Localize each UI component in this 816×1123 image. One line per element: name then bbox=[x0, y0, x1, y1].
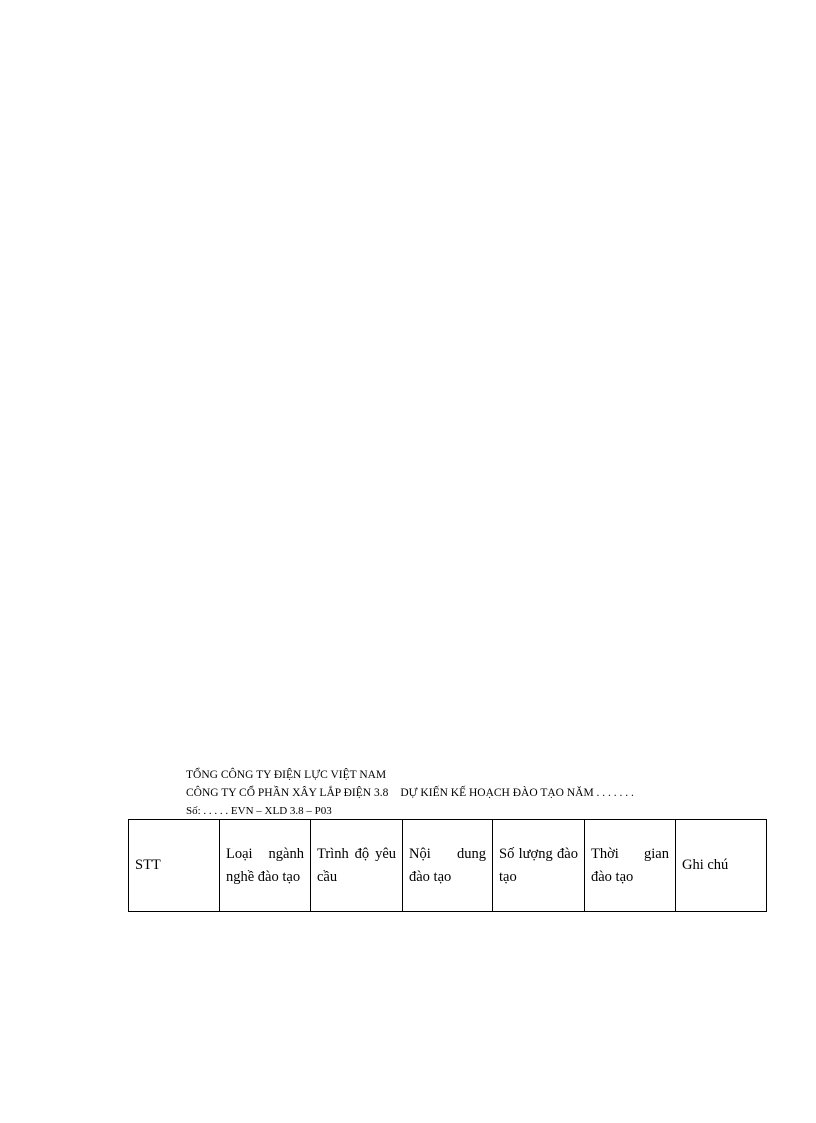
org-name: TỔNG CÔNG TY ĐIỆN LỰC VIỆT NAM bbox=[186, 769, 387, 781]
col-header-quantity: Số lượng đào tạo bbox=[493, 820, 585, 912]
company-line bbox=[186, 786, 634, 800]
plan-title: DỰ KIẾN KẾ HOẠCH ĐÀO TẠO NĂM . . . . . . . bbox=[400, 787, 634, 799]
col-header-duration: Thời gian đào tạo bbox=[585, 820, 676, 912]
col-header-notes: Ghi chú bbox=[676, 820, 767, 912]
col-header-required-level: Trình độ yêu cầu bbox=[311, 820, 403, 912]
company-name: CÔNG TY CỔ PHẦN XÂY LẮP ĐIỆN 3.8 bbox=[186, 787, 389, 799]
table-header-row bbox=[129, 820, 767, 912]
col-header-occupation: Loại ngành nghề đào tạo bbox=[220, 820, 311, 912]
col-header-stt: STT bbox=[129, 820, 220, 912]
col-header-content: Nội dung đào tạo bbox=[403, 820, 493, 912]
document-number: Số: . . . . . EVN – XLD 3.8 – P03 bbox=[186, 805, 332, 817]
training-plan-table bbox=[128, 819, 767, 912]
